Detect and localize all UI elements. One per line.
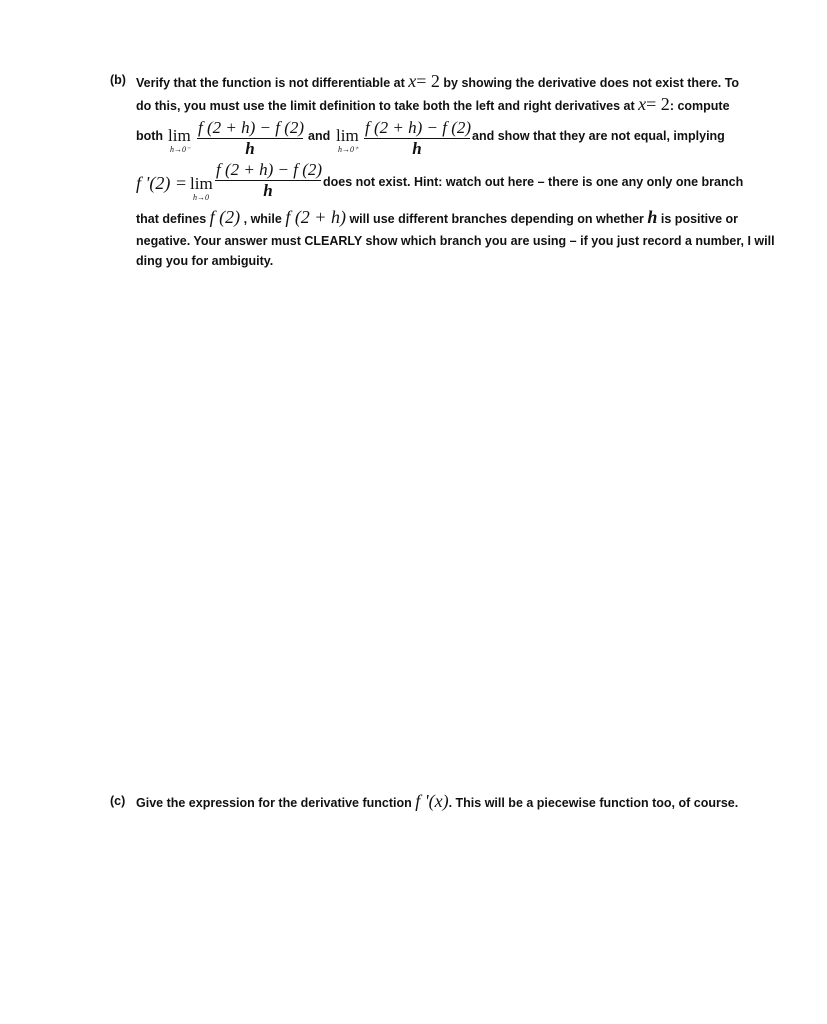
var-x: x (638, 94, 647, 114)
lim-text: lim (168, 126, 191, 145)
text: will use different branches depending on whether (349, 212, 644, 226)
text: Verify that the function is not differentiable at (136, 76, 405, 90)
part-b-line-6: negative. Your answer must CLEARLY show which branch you are using – if you just record a number, I will (136, 234, 775, 248)
fraction-numerator: f (2 + h) − f (2) (198, 118, 305, 137)
f-of-2-plus-h: f (2 + h) (285, 207, 346, 227)
text: is positive or (660, 212, 739, 226)
word-and: and (308, 129, 331, 143)
fprime-expression: f '(2) = (136, 173, 187, 193)
fprime-2 (136, 173, 187, 194)
lim-text: lim (190, 174, 213, 193)
text: that defines (136, 212, 207, 226)
limit-left (168, 126, 191, 154)
var-h: h (647, 207, 658, 227)
text: by showing the derivative does not exist there. To (443, 76, 740, 90)
difference-quotient (215, 160, 321, 201)
lim-text: lim (336, 126, 359, 145)
text: do this, you must use the limit definition to take both the left and right derivatives at (136, 99, 635, 113)
eq-2: = 2 (646, 94, 670, 114)
fraction-denominator: h (412, 139, 422, 158)
part-b-line-3-end: and show that they are not equal, implying (472, 129, 725, 143)
limit-two-sided (190, 174, 213, 202)
eq-2: = 2 (416, 71, 440, 91)
f-of-2: f (2) (209, 207, 241, 227)
lim-sub-right: h→0⁺ (338, 145, 359, 154)
part-b-line-2 (136, 94, 730, 115)
part-b-line-4-end: does not exist. Hint: watch out here – there is one any only one branch (323, 175, 744, 189)
part-b-line-5 (136, 207, 738, 228)
part-b-line-1 (136, 71, 739, 92)
text: , while (243, 212, 282, 226)
fprime-x: f '(x) (415, 791, 449, 811)
difference-quotient-left (197, 118, 303, 159)
word-both: both (136, 129, 164, 143)
part-b-line-7: ding you for ambiguity. (136, 254, 274, 268)
limit-right (336, 126, 359, 154)
fraction-numerator: f (2 + h) − f (2) (216, 160, 323, 179)
fraction-denominator: h (245, 139, 255, 158)
part-b-marker: (b) (110, 73, 126, 87)
part-c-line (136, 791, 738, 812)
text: . This will be a piecewise function too, of course. (448, 796, 739, 810)
lim-sub-left: h→0⁻ (170, 145, 191, 154)
part-c-marker: (c) (110, 794, 126, 808)
text: Give the expression for the derivative function (136, 796, 412, 810)
difference-quotient-right (364, 118, 470, 159)
text: : compute (669, 99, 730, 113)
fraction-numerator: f (2 + h) − f (2) (365, 118, 472, 137)
fraction-denominator: h (263, 181, 273, 200)
var-x: x (408, 71, 417, 91)
lim-sub: h→0 (193, 193, 209, 202)
